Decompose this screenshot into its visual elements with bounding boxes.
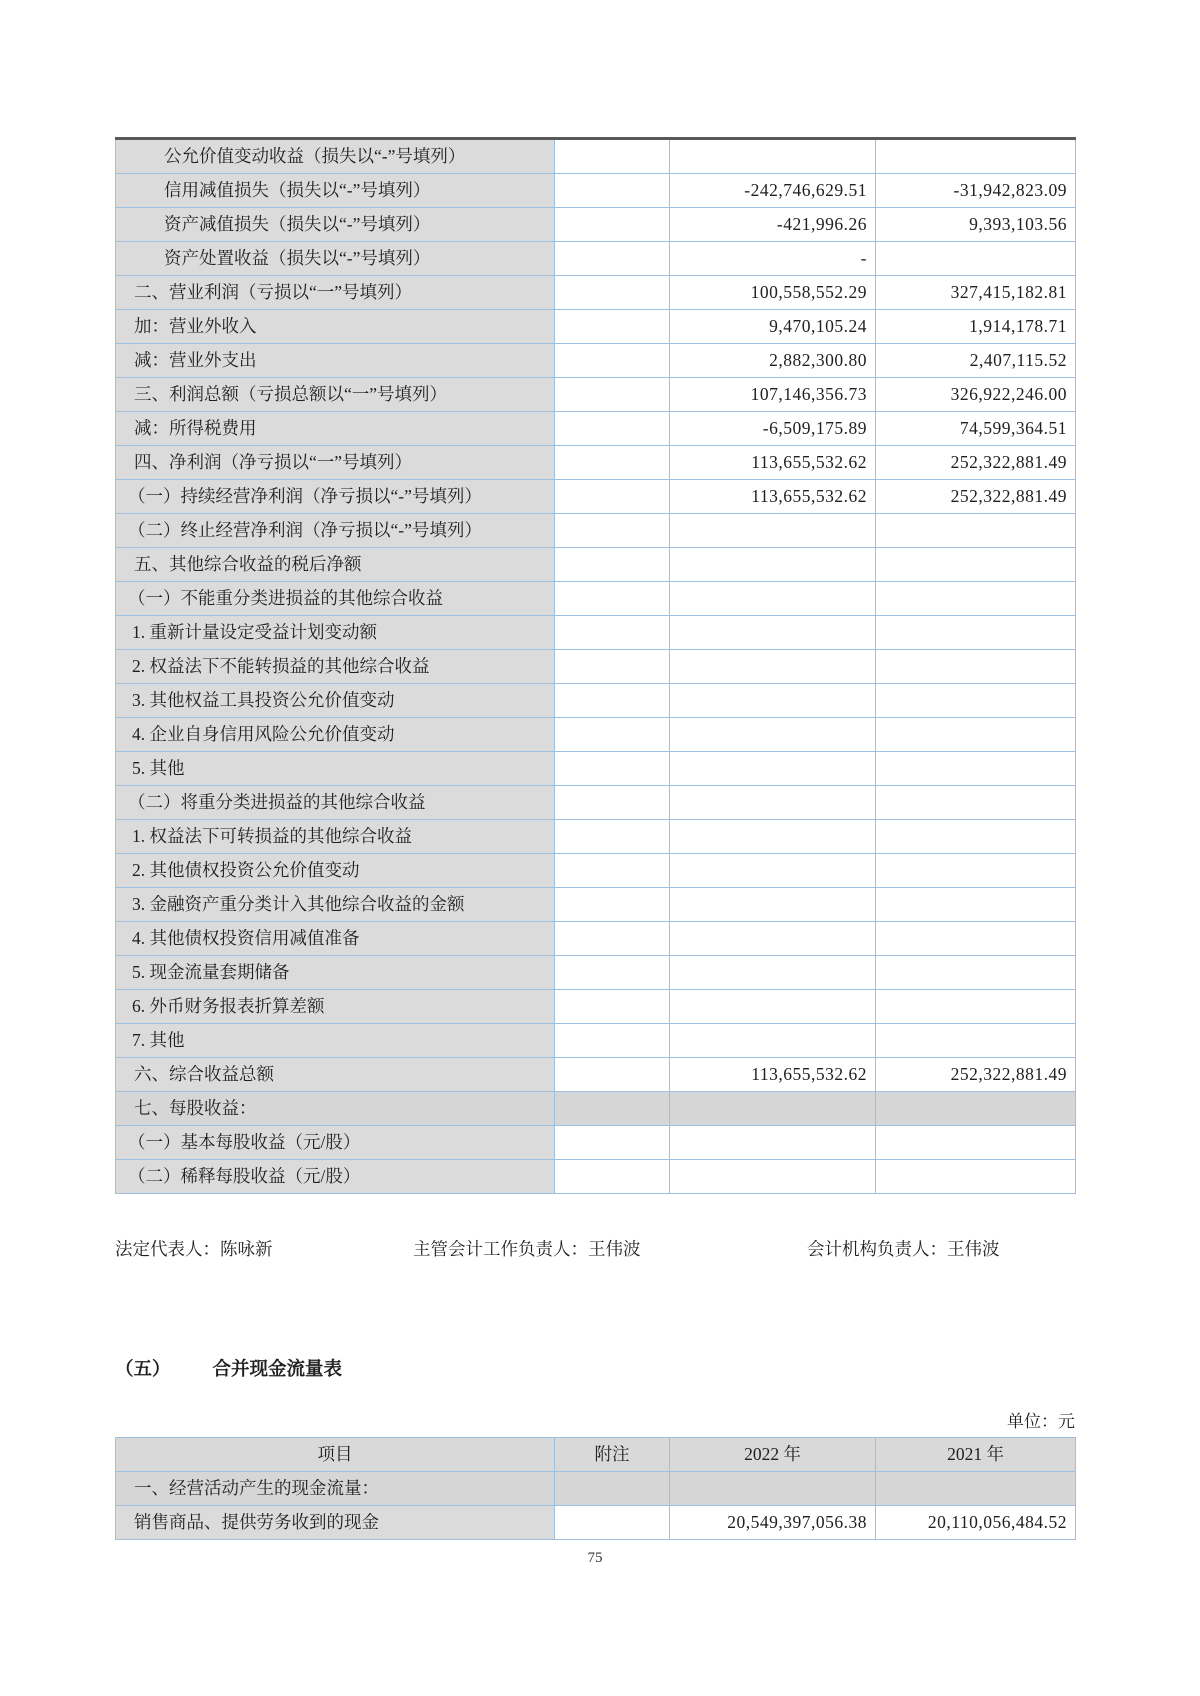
section-title-text: 合并现金流量表: [212, 1360, 343, 1380]
row-label-cell: （二）稀释每股收益（元/股）: [116, 1160, 555, 1194]
note-cell: [555, 1126, 670, 1160]
value-2022-cell: [670, 752, 876, 786]
row-label-cell: 2. 其他债权投资公允价值变动: [116, 854, 555, 888]
row-label-cell: （二）终止经营净利润（净亏损以“-”号填列）: [116, 514, 555, 548]
value-2021-cell: 20,110,056,484.52: [876, 1506, 1076, 1540]
value-2021-cell: [876, 1126, 1076, 1160]
table-row: [116, 139, 1076, 174]
note-cell: [555, 344, 670, 378]
value-2022-cell: [670, 684, 876, 718]
row-label-cell: 1. 权益法下可转损益的其他综合收益: [116, 820, 555, 854]
value-2022-cell: [670, 854, 876, 888]
section-number: （五）: [115, 1360, 171, 1380]
value-2021-cell: [876, 922, 1076, 956]
note-cell: [555, 412, 670, 446]
header-2021: 2021 年: [876, 1438, 1076, 1472]
value-2022-cell: [670, 786, 876, 820]
value-2021-cell: [876, 684, 1076, 718]
value-2021-cell: 74,599,364.51: [876, 412, 1076, 446]
row-label-cell: 六、综合收益总额: [116, 1058, 555, 1092]
row-label-cell: 3. 其他权益工具投资公允价值变动: [116, 684, 555, 718]
row-label-cell: 5. 其他: [116, 752, 555, 786]
note-cell: [555, 684, 670, 718]
value-2021-cell: 252,322,881.49: [876, 480, 1076, 514]
value-2021-cell: [876, 752, 1076, 786]
note-cell: [555, 1472, 670, 1506]
value-2022-cell: 113,655,532.62: [670, 1058, 876, 1092]
note-cell: [555, 616, 670, 650]
note-cell: [555, 888, 670, 922]
note-cell: [555, 1024, 670, 1058]
income-statement-table: [115, 137, 1076, 1194]
table-row: [116, 514, 1076, 548]
value-2021-cell: [876, 139, 1076, 174]
table-row: [116, 922, 1076, 956]
row-label-cell: （一）不能重分类进损益的其他综合收益: [116, 582, 555, 616]
row-label-cell: 7. 其他: [116, 1024, 555, 1058]
table-row: [116, 378, 1076, 412]
table-row: [116, 1126, 1076, 1160]
value-2022-cell: [670, 922, 876, 956]
value-2022-cell: 113,655,532.62: [670, 480, 876, 514]
cashflow-section: [115, 1437, 1076, 1540]
note-cell: [555, 922, 670, 956]
value-2022-cell: -6,509,175.89: [670, 412, 876, 446]
value-2021-cell: [876, 1472, 1076, 1506]
value-2022-cell: 107,146,356.73: [670, 378, 876, 412]
value-2021-cell: [876, 718, 1076, 752]
value-2022-cell: [670, 1472, 876, 1506]
value-2021-cell: [876, 514, 1076, 548]
note-cell: [555, 582, 670, 616]
row-label-cell: 销售商品、提供劳务收到的现金: [116, 1506, 555, 1540]
note-cell: [555, 174, 670, 208]
value-2021-cell: [876, 242, 1076, 276]
row-label-cell: （一）基本每股收益（元/股）: [116, 1126, 555, 1160]
value-2021-cell: [876, 786, 1076, 820]
row-label-cell: 五、其他综合收益的税后净额: [116, 548, 555, 582]
table-row: [116, 480, 1076, 514]
table-row: [116, 412, 1076, 446]
value-2021-cell: [876, 616, 1076, 650]
cashflow-table: [115, 1437, 1076, 1540]
value-2022-cell: [670, 718, 876, 752]
table-row: [116, 888, 1076, 922]
value-2022-cell: 100,558,552.29: [670, 276, 876, 310]
value-2022-cell: 9,470,105.24: [670, 310, 876, 344]
header-2022: 2022 年: [670, 1438, 876, 1472]
value-2022-cell: 113,655,532.62: [670, 446, 876, 480]
header-note: 附注: [555, 1438, 670, 1472]
note-cell: [555, 548, 670, 582]
value-2022-cell: [670, 820, 876, 854]
row-label-cell: 6. 外币财务报表折算差额: [116, 990, 555, 1024]
value-2022-cell: [670, 514, 876, 548]
table-row: [116, 242, 1076, 276]
table-row: [116, 718, 1076, 752]
note-cell: [555, 1092, 670, 1126]
value-2022-cell: -421,996.26: [670, 208, 876, 242]
row-label-cell: 资产处置收益（损失以“-”号填列）: [116, 242, 555, 276]
note-cell: [555, 752, 670, 786]
value-2022-cell: [670, 616, 876, 650]
value-2021-cell: [876, 1024, 1076, 1058]
row-label-cell: 信用减值损失（损失以“-”号填列）: [116, 174, 555, 208]
row-label-cell: 四、净利润（净亏损以“一”号填列）: [116, 446, 555, 480]
value-2021-cell: 252,322,881.49: [876, 1058, 1076, 1092]
table-row: [116, 548, 1076, 582]
value-2022-cell: -: [670, 242, 876, 276]
table-row: [116, 344, 1076, 378]
table-row: [116, 1160, 1076, 1194]
value-2021-cell: [876, 888, 1076, 922]
row-label-cell: 2. 权益法下不能转损益的其他综合收益: [116, 650, 555, 684]
value-2021-cell: [876, 820, 1076, 854]
table-header-row: [116, 1438, 1076, 1472]
note-cell: [555, 310, 670, 344]
row-label-cell: （一）持续经营净利润（净亏损以“-”号填列）: [116, 480, 555, 514]
value-2022-cell: [670, 1092, 876, 1126]
income-statement-section: [115, 137, 1076, 1194]
table-row: [116, 1506, 1076, 1540]
value-2022-cell: [670, 990, 876, 1024]
row-label-cell: 公允价值变动收益（损失以“-”号填列）: [116, 139, 555, 174]
value-2021-cell: 1,914,178.71: [876, 310, 1076, 344]
row-label-cell: 三、利润总额（亏损总额以“一”号填列）: [116, 378, 555, 412]
value-2021-cell: [876, 650, 1076, 684]
table-row: [116, 446, 1076, 480]
note-cell: [555, 718, 670, 752]
value-2021-cell: [876, 1092, 1076, 1126]
row-label-cell: 减：营业外支出: [116, 344, 555, 378]
table-row: [116, 616, 1076, 650]
row-label-cell: 5. 现金流量套期储备: [116, 956, 555, 990]
value-2022-cell: [670, 1160, 876, 1194]
value-2021-cell: [876, 1160, 1076, 1194]
note-cell: [555, 786, 670, 820]
value-2022-cell: [670, 139, 876, 174]
note-cell: [555, 956, 670, 990]
note-cell: [555, 1058, 670, 1092]
table-row: [116, 752, 1076, 786]
value-2022-cell: [670, 888, 876, 922]
value-2021-cell: [876, 548, 1076, 582]
accounting-department-head: 会计机构负责人：王伟波: [807, 1239, 1000, 1259]
value-2022-cell: [670, 1024, 876, 1058]
value-2022-cell: 20,549,397,056.38: [670, 1506, 876, 1540]
value-2021-cell: [876, 582, 1076, 616]
value-2021-cell: 326,922,246.00: [876, 378, 1076, 412]
table-row: [116, 276, 1076, 310]
table-row: [116, 684, 1076, 718]
row-label-cell: 二、营业利润（亏损以“一”号填列）: [116, 276, 555, 310]
row-label-cell: 1. 重新计量设定受益计划变动额: [116, 616, 555, 650]
value-2022-cell: [670, 582, 876, 616]
unit-label: 单位：元: [1007, 1412, 1075, 1431]
table-row: [116, 582, 1076, 616]
value-2021-cell: 252,322,881.49: [876, 446, 1076, 480]
page-number: 75: [587, 1550, 603, 1566]
row-label-cell: 七、每股收益：: [116, 1092, 555, 1126]
row-label-cell: 4. 其他债权投资信用减值准备: [116, 922, 555, 956]
value-2021-cell: 2,407,115.52: [876, 344, 1076, 378]
value-2021-cell: 327,415,182.81: [876, 276, 1076, 310]
table-row: [116, 1472, 1076, 1506]
row-label-cell: 一、经营活动产生的现金流量：: [116, 1472, 555, 1506]
value-2022-cell: 2,882,300.80: [670, 344, 876, 378]
row-label-cell: 3. 金融资产重分类计入其他综合收益的金额: [116, 888, 555, 922]
note-cell: [555, 1160, 670, 1194]
table-row: [116, 820, 1076, 854]
value-2022-cell: [670, 650, 876, 684]
section-heading: [115, 1355, 342, 1381]
value-2022-cell: [670, 548, 876, 582]
note-cell: [555, 514, 670, 548]
row-label-cell: 减：所得税费用: [116, 412, 555, 446]
table-row: [116, 310, 1076, 344]
value-2021-cell: [876, 990, 1076, 1024]
table-row: [116, 990, 1076, 1024]
row-label-cell: 资产减值损失（损失以“-”号填列）: [116, 208, 555, 242]
note-cell: [555, 276, 670, 310]
note-cell: [555, 1506, 670, 1540]
table-row: [116, 1024, 1076, 1058]
value-2021-cell: 9,393,103.56: [876, 208, 1076, 242]
table-row: [116, 1058, 1076, 1092]
legal-representative: 法定代表人：陈咏新: [115, 1239, 273, 1259]
row-label-cell: 4. 企业自身信用风险公允价值变动: [116, 718, 555, 752]
table-row: [116, 956, 1076, 990]
value-2021-cell: [876, 956, 1076, 990]
note-cell: [555, 446, 670, 480]
note-cell: [555, 650, 670, 684]
note-cell: [555, 139, 670, 174]
note-cell: [555, 990, 670, 1024]
table-row: [116, 786, 1076, 820]
value-2022-cell: [670, 956, 876, 990]
table-row: [116, 208, 1076, 242]
value-2022-cell: [670, 1126, 876, 1160]
value-2022-cell: -242,746,629.51: [670, 174, 876, 208]
table-row: [116, 174, 1076, 208]
table-row: [116, 1092, 1076, 1126]
note-cell: [555, 378, 670, 412]
table-row: [116, 854, 1076, 888]
value-2021-cell: [876, 854, 1076, 888]
chief-accountant: 主管会计工作负责人：王伟波: [413, 1239, 641, 1259]
row-label-cell: 加：营业外收入: [116, 310, 555, 344]
note-cell: [555, 208, 670, 242]
header-item: 项目: [116, 1438, 555, 1472]
table-row: [116, 650, 1076, 684]
note-cell: [555, 820, 670, 854]
note-cell: [555, 480, 670, 514]
note-cell: [555, 854, 670, 888]
value-2021-cell: -31,942,823.09: [876, 174, 1076, 208]
row-label-cell: （二）将重分类进损益的其他综合收益: [116, 786, 555, 820]
note-cell: [555, 242, 670, 276]
